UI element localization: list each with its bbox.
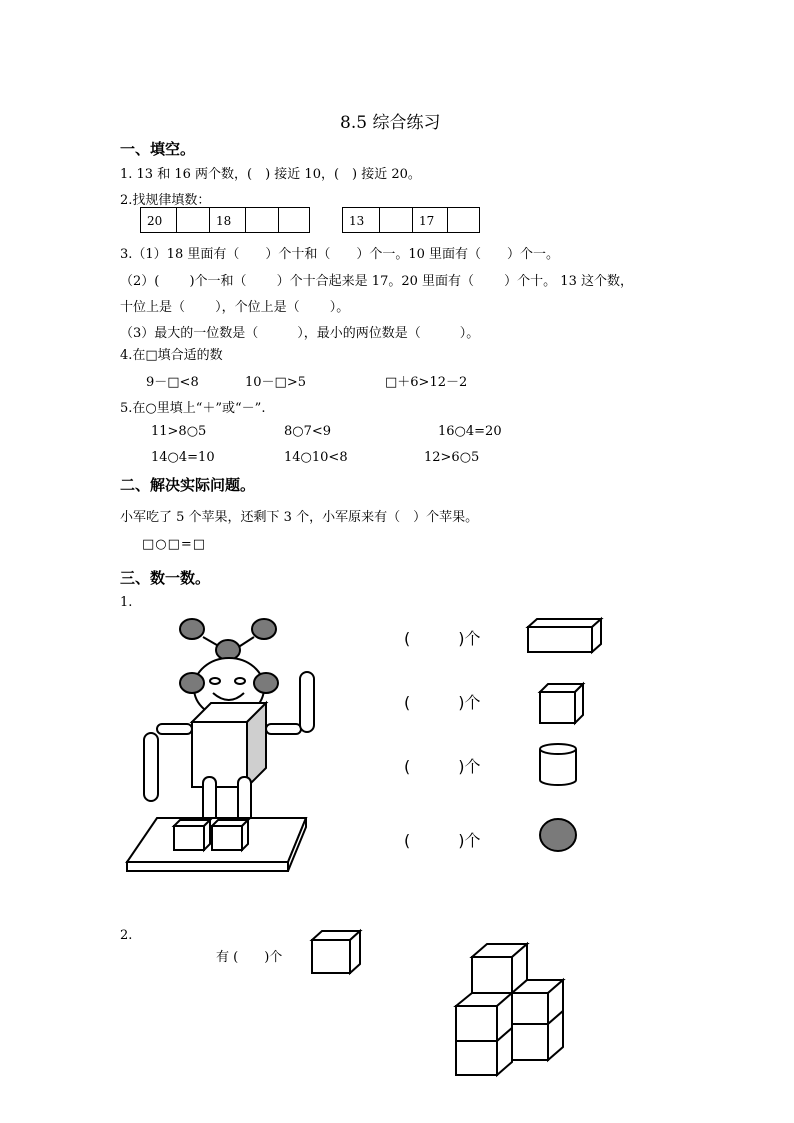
count-row-3-text: ( )个 <box>404 757 481 776</box>
cube-icon <box>312 931 360 973</box>
seq2-cell-3[interactable]: 17 <box>413 208 448 232</box>
question-3d: （3）最大的一位数是（ ），最小的两位数是（ ）。 <box>120 326 480 341</box>
section-2-heading: 二、解决实际问题。 <box>120 476 256 494</box>
seq2-cell-1[interactable]: 13 <box>343 208 380 232</box>
question-1: 1. 13 和 16 两个数，( ) 接近 10，( ) 接近 20。 <box>120 167 421 182</box>
question-3b: （2）( )个一和（ ）个十合起来是 17。20 里面有（ ）个十。 13 这个数， <box>120 274 633 289</box>
question-4-item-2: 10－□>5 <box>245 375 306 390</box>
question-4-item-3: □＋6>12－2 <box>385 375 468 390</box>
question-5-item-1: 11>8○5 <box>151 424 207 439</box>
count-row-4-text: ( )个 <box>404 831 481 850</box>
question-2-label: 2.找规律填数： <box>120 193 211 208</box>
section-3-question-1-number: 1. <box>120 595 133 610</box>
question-5-label: 5.在○里填上“＋”或“－”. <box>120 401 266 416</box>
section-3-heading: 三、数一数。 <box>120 569 211 587</box>
question-4-item-1: 9－□<8 <box>146 375 199 390</box>
question-5-item-2: 8○7<9 <box>284 424 332 439</box>
question-3c: 十位上是（ ），个位上是（ ）。 <box>120 300 350 315</box>
question-5-item-5: 14○10<8 <box>284 450 348 465</box>
cube-stack <box>456 944 563 1075</box>
count-row-2-text: ( )个 <box>404 693 481 712</box>
count-row-1-text: ( )个 <box>404 629 481 648</box>
cube-count-prompt: 有 ( )个 <box>216 950 283 965</box>
word-problem: 小军吃了 5 个苹果，还剩下 3 个，小军原来有（ ）个苹果。 <box>120 510 479 525</box>
question-5-item-6: 12>6○5 <box>424 450 480 465</box>
question-3a: 3.（1）18 里面有（ ）个十和（ ）个一。10 里面有（ ）个一。 <box>120 247 560 262</box>
seq1-cell-1[interactable]: 20 <box>141 208 177 232</box>
question-5-item-4: 14○4=10 <box>151 450 215 465</box>
equation-template: □○□=□ <box>142 537 207 552</box>
question-4-label: 4.在□填合适的数 <box>120 348 223 363</box>
section-3-question-2-number: 2. <box>120 928 133 943</box>
page-title: 8.5 综合练习 <box>340 113 441 133</box>
question-5-item-3: 16○4=20 <box>438 424 502 439</box>
section-1-heading: 一、填空。 <box>120 140 196 158</box>
seq1-cell-3[interactable]: 18 <box>210 208 246 232</box>
